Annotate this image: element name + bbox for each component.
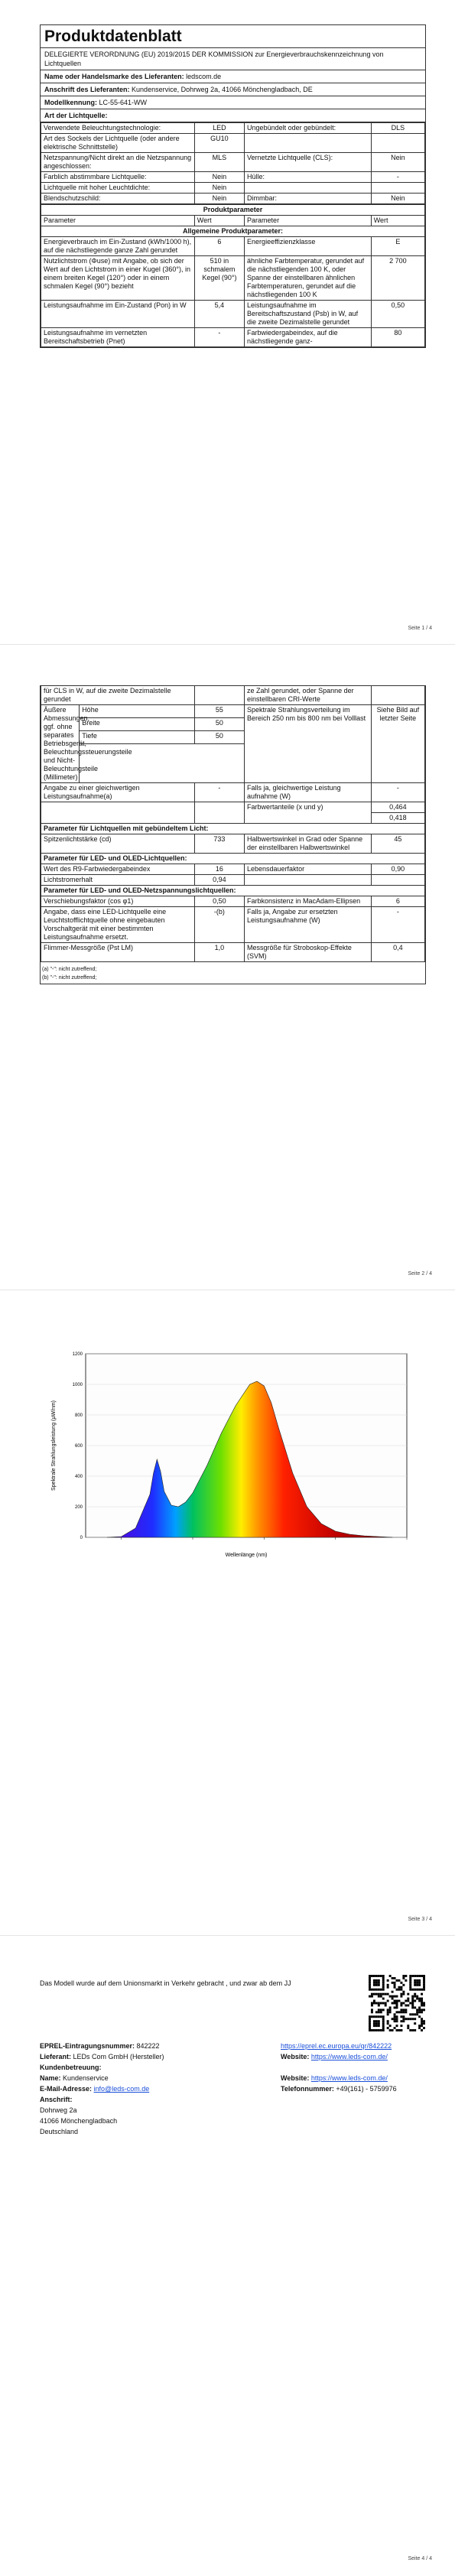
cell-label: Nutzlichtstrom (Φuse) mit Angabe, ob sich der Wert auf den Lichtstrom in einer Kugel (360°), in einem breiten Kegel (120°) oder in einem schmalen Kegel (90°) bezieht <box>41 256 195 301</box>
email-label: E-Mail-Adresse: <box>40 2085 93 2093</box>
cell-value: 2 700 <box>371 256 424 301</box>
y-tick-label: 600 <box>74 1444 83 1449</box>
spectral-label: Spektrale Strahlungsverteilung im Bereich 250 nm bis 800 nm bei Volllast <box>245 705 372 783</box>
led-header: Parameter für Lichtquellen mit gebündeltem Licht: <box>41 824 425 834</box>
cell-value <box>371 183 424 194</box>
table-row <box>41 172 425 183</box>
y-tick-label: 400 <box>74 1475 83 1479</box>
cell-label: Netzspannung/Nicht direkt an die Netzspannung angeschlossen: <box>41 153 195 172</box>
r9-label: Wert des R9-Farbwiedergabeindex <box>41 864 195 875</box>
market-note: Das Modell wurde auf dem Unionsmarkt in Verkehr gebracht , und zwar ab dem JJ <box>40 1979 291 1987</box>
supplier-label: Lieferant: <box>40 2053 72 2060</box>
page-2 <box>0 646 455 1288</box>
col-head-value: Wert <box>371 216 424 226</box>
oled-header: Parameter für LED- und OLED-Lichtquellen: <box>41 854 425 864</box>
survival-value: 0,90 <box>371 864 424 875</box>
r9-value: 16 <box>194 864 244 875</box>
cell-value: 5,4 <box>194 301 244 328</box>
col-head-value: Wert <box>194 216 244 226</box>
general-header: Allgemeine Produktparameter: <box>41 226 425 237</box>
cell-label: Art des Sockels der Lichtquelle (oder andere elektrische Schnittstelle) <box>41 134 195 153</box>
cri-continued-label: ze Zahl gerundet, oder Spanne der einstellbaren CRI-Werte <box>245 686 372 705</box>
cell-label: Leistungsaufnahme im Ein-Zustand (Pon) in W <box>41 301 195 328</box>
y-tick-label: 200 <box>74 1505 83 1510</box>
beam-angle-value: 45 <box>371 834 424 854</box>
peak-intensity-label: Spitzenlichtstärke (cd) <box>41 834 195 854</box>
cell-value: 6 <box>194 237 244 256</box>
cell-label <box>245 134 372 153</box>
color-consistency-value: 6 <box>371 896 424 907</box>
supplier-value: LEDs Com GmbH (Hersteller) <box>73 2053 164 2060</box>
cell-label: Energieverbrauch im Ein-Zustand (kWh/1000 h), auf die nächstliegende ganze Zahl gerundet <box>41 237 195 256</box>
page-1 <box>0 0 455 642</box>
name-value: Kundenservice <box>63 2074 109 2082</box>
cell-label: Leistungsaufnahme im vernetzten Bereitschaftsbetrieb (Pnet) <box>41 328 195 347</box>
mls-header: Parameter für LED- und OLED-Netzspannungslichtquellen: <box>41 886 425 896</box>
address-line: Dohrweg 2a <box>40 2106 77 2114</box>
page-number: Seite 1 / 4 <box>408 626 432 631</box>
light-type-header: Art der Lichtquelle: <box>41 109 425 122</box>
empty-cell <box>245 875 372 886</box>
regulation-text: DELEGIERTE VERORDNUNG (EU) 2019/2015 DER KOMMISSION zur Energieverbrauchskennzeichnung von Lichtquellen <box>41 48 425 70</box>
cell-value: 80 <box>371 328 424 347</box>
svm-value: 0,4 <box>371 943 424 962</box>
flicker-label: Flimmer-Messgröße (Pst LM) <box>41 943 195 962</box>
replacement-power-label: Falls ja, Angabe zur ersetzten Leistungsaufnahme (W) <box>245 907 372 943</box>
table-row <box>41 194 425 204</box>
equiv-power-value: - <box>194 783 244 802</box>
datasheet-box-continued <box>40 685 426 984</box>
spectrum-chart <box>40 1346 426 1576</box>
dim-name: Breite <box>80 718 195 731</box>
page-separator <box>0 644 455 645</box>
dim-value: 55 <box>194 705 244 718</box>
cls-continued-label: für CLS in W, auf die zweite Dezimalstelle gerundet <box>41 686 195 705</box>
cell-value: 0,50 <box>371 301 424 328</box>
customer-service-header: Kundenbetreuung: <box>40 2064 102 2071</box>
cell-value: 510 in schmalem Kegel (90°) <box>194 256 244 301</box>
cell-value: E <box>371 237 424 256</box>
cell-value: GU10 <box>194 134 244 153</box>
cell-value: - <box>194 328 244 347</box>
supplier-website-link[interactable]: https://www.leds-com.de/ <box>310 2053 388 2060</box>
y-tick-labels <box>73 1352 83 1540</box>
y-tick-label: 1200 <box>72 1352 83 1357</box>
name-label: Name: <box>40 2074 61 2082</box>
eprel-label: EPREL-Eintragungsnummer: <box>40 2042 135 2050</box>
cell-label: Farblich abstimmbare Lichtquelle: <box>41 172 195 183</box>
table-row <box>41 123 425 134</box>
cell-label: Blendschutzschild: <box>41 194 195 204</box>
beam-angle-label: Halbwertswinkel in Grad oder Spanne der einstellbaren Halbwertswinkel <box>245 834 372 854</box>
table-row <box>41 237 425 256</box>
chroma-label: Farbwertanteile (x und y) <box>245 802 372 824</box>
phone-label: Telefonnummer: <box>281 2085 334 2093</box>
type-table <box>41 122 425 204</box>
replacement-power-value: - <box>371 907 424 943</box>
contact-website-link[interactable]: https://www.leds-com.de/ <box>310 2074 388 2082</box>
dim-value: 50 <box>194 731 244 744</box>
cell-label: ähnliche Farbtemperatur, gerundet auf die nächstliegenden 100 K, oder Spanne der einstellbaren ähnlichen Farbtemperaturen, gerundet auf die nächstliegenden 100 K <box>245 256 372 301</box>
dim-value: 50 <box>194 718 244 731</box>
replacement-label: Angabe, dass eine LED-Lichtquelle eine Leuchtstofflichtquelle ohne eingebauten Vorschaltgerät mit einer bestimmten Leistungsaufnahme ersetzt. <box>41 907 195 943</box>
params-table-continued <box>41 685 425 962</box>
footnote: (a) "-": nicht zutreffend; <box>42 967 97 972</box>
lumen-maint-label: Lichtstromerhalt <box>41 875 195 886</box>
cell-label: Verwendete Beleuchtungstechnologie: <box>41 123 195 134</box>
cell-value: Nein <box>194 183 244 194</box>
page-number: Seite 4 / 4 <box>408 2556 432 2561</box>
page-title: Produktdatenblatt <box>41 25 425 48</box>
y-tick-label: 0 <box>80 1536 83 1540</box>
contact-section <box>40 1975 426 2135</box>
eprel-link[interactable]: https://eprel.ec.europa.eu/qr/842222 <box>281 2042 392 2050</box>
cell-label: Dimmbar: <box>245 194 372 204</box>
table-row <box>41 183 425 194</box>
params-table <box>41 204 425 347</box>
website-label: Website: <box>281 2053 310 2060</box>
table-row <box>41 328 425 347</box>
empty-cell <box>41 802 195 824</box>
website-label: Website: <box>281 2074 310 2082</box>
y-tick-label: 800 <box>74 1413 83 1418</box>
equiv-power-q-value: - <box>371 783 424 802</box>
empty-cell <box>371 875 424 886</box>
cell-label: Energieeffizienzklasse <box>245 237 372 256</box>
footnote: (b) "-": nicht zutreffend; <box>42 975 97 981</box>
page-separator <box>0 1935 455 1936</box>
cell-label: Hülle: <box>245 172 372 183</box>
cell-label: Leistungsaufnahme im Bereitschaftszustand (Psb) in W, auf die zweite Dezimalstelle gerundet <box>245 301 372 328</box>
model-row: Modellkennung: LC-55-641-WW <box>41 96 425 109</box>
survival-label: Lebensdauerfaktor <box>245 864 372 875</box>
peak-intensity-value: 733 <box>194 834 244 854</box>
address-line: 41066 Mönchengladbach <box>40 2117 118 2125</box>
dims-label: Äußere Abmessungen, ggf. ohne separates Betriebsgerät, Beleuchtungssteuerungsteile und Nicht-Beleuchtungsteile (Millimeter) <box>41 705 80 783</box>
cell-value: - <box>371 172 424 183</box>
footnotes <box>41 962 425 984</box>
table-row <box>41 153 425 172</box>
cell-value: LED <box>194 123 244 134</box>
color-consistency-label: Farbkonsistenz in MacAdam-Ellipsen <box>245 896 372 907</box>
supplier-address-row: Anschrift des Lieferanten: Kundenservice, Dohrweg 2a, 41066 Mönchengladbach, DE <box>41 83 425 96</box>
cell-value: Nein <box>371 194 424 204</box>
page-4 <box>0 1937 455 2576</box>
page-number: Seite 2 / 4 <box>408 1271 432 1277</box>
x-axis-label: Wellenlänge (nm) <box>225 1553 268 1558</box>
displacement-value: 0,50 <box>194 896 244 907</box>
svm-label: Messgröße für Stroboskop-Effekte (SVM) <box>245 943 372 962</box>
cell-label: Vernetzte Lichtquelle (CLS): <box>245 153 372 172</box>
cell-value <box>371 134 424 153</box>
cell-label: Farbwiedergabeindex, auf die nächstliegende ganz- <box>245 328 372 347</box>
table-row <box>41 134 425 153</box>
cell-label: Lichtquelle mit hoher Leuchtdichte: <box>41 183 195 194</box>
page-number: Seite 3 / 4 <box>408 1917 432 1922</box>
cell-value: Nein <box>371 153 424 172</box>
spectral-value: Siehe Bild auf letzter Seite <box>371 705 424 783</box>
contact-grid <box>40 2041 426 2137</box>
phone-value: +49(161) - 5759976 <box>336 2085 397 2093</box>
y-axis-label: Spektrale Strahlungsleistung (µW/nm) <box>51 1400 57 1491</box>
replacement-value: -(b) <box>194 907 244 943</box>
y-tick-label: 1000 <box>72 1383 83 1387</box>
table-row <box>41 256 425 301</box>
col-head-param: Parameter <box>41 216 195 226</box>
dim-name: Höhe <box>80 705 195 718</box>
eprel-value: 842222 <box>136 2042 160 2050</box>
dim-name: Tiefe <box>80 731 195 744</box>
table-row <box>41 301 425 328</box>
empty-cell <box>194 686 244 705</box>
params-header: Produktparameter <box>41 205 425 216</box>
cell-value: DLS <box>371 123 424 134</box>
equiv-power-q-label: Falls ja, gleichwertige Leistung aufnahme (W) <box>245 783 372 802</box>
datasheet-box <box>40 24 426 348</box>
address-label: Anschrift: <box>40 2096 73 2103</box>
equiv-power-label: Angabe zu einer gleichwertigen Leistungsaufnahme(a) <box>41 783 195 802</box>
cell-value: MLS <box>194 153 244 172</box>
col-head-param: Parameter <box>245 216 372 226</box>
displacement-label: Verschiebungsfaktor (cos φ1) <box>41 896 195 907</box>
cell-value: Nein <box>194 172 244 183</box>
chroma-y: 0,418 <box>371 813 424 824</box>
empty-cell <box>371 686 424 705</box>
cell-value: Nein <box>194 194 244 204</box>
empty-cell <box>194 802 244 824</box>
qr-code-icon <box>369 1975 425 2031</box>
cell-label: Ungebündelt oder gebündelt: <box>245 123 372 134</box>
chroma-x: 0,464 <box>371 802 424 813</box>
supplier-name-row: Name oder Handelsmarke des Lieferanten: ledscom.de <box>41 70 425 83</box>
flicker-value: 1,0 <box>194 943 244 962</box>
cell-label <box>245 183 372 194</box>
email-link[interactable]: info@leds-com.de <box>93 2085 150 2093</box>
lumen-maint-value: 0,94 <box>194 875 244 886</box>
address-line: Deutschland <box>40 2128 79 2135</box>
